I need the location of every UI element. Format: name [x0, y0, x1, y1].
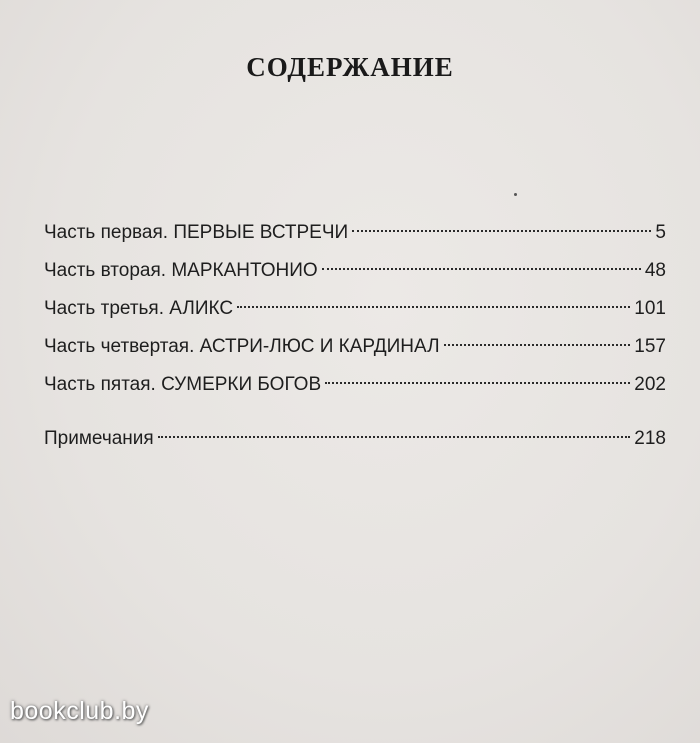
dot-leader — [158, 414, 631, 438]
toc-entry-title: Часть третья. АЛИКС — [44, 298, 234, 319]
dot-leader — [325, 360, 630, 384]
toc-entry-title: Часть первая. ПЕРВЫЕ ВСТРЕЧИ — [44, 222, 349, 243]
site-watermark: bookclub.by — [10, 697, 149, 725]
toc-entry-title: Часть вторая. МАРКАНТОНИО — [44, 260, 318, 281]
toc-entry-title: Часть четвертая. АСТРИ-ЛЮС И КАРДИНАЛ — [44, 336, 440, 357]
dot-leader — [352, 208, 651, 232]
toc-entry-notes — [44, 420, 666, 458]
toc-entry-page: 202 — [634, 374, 666, 395]
dot-leader — [237, 284, 630, 308]
print-speck — [514, 193, 517, 196]
toc-entry-title: Примечания — [44, 428, 154, 449]
table-of-contents — [44, 214, 666, 458]
dot-leader — [444, 322, 631, 346]
toc-entry-page: 157 — [634, 336, 666, 357]
toc-entry — [44, 366, 666, 404]
toc-entry-title: Часть пятая. СУМЕРКИ БОГОВ — [44, 374, 322, 395]
contents-heading: СОДЕРЖАНИЕ — [246, 52, 454, 82]
toc-entry-page: 218 — [634, 428, 666, 449]
toc-entry-page: 48 — [644, 260, 666, 281]
toc-entry-page: 5 — [655, 222, 666, 243]
dot-leader — [322, 246, 641, 270]
toc-entry-page: 101 — [634, 298, 666, 319]
